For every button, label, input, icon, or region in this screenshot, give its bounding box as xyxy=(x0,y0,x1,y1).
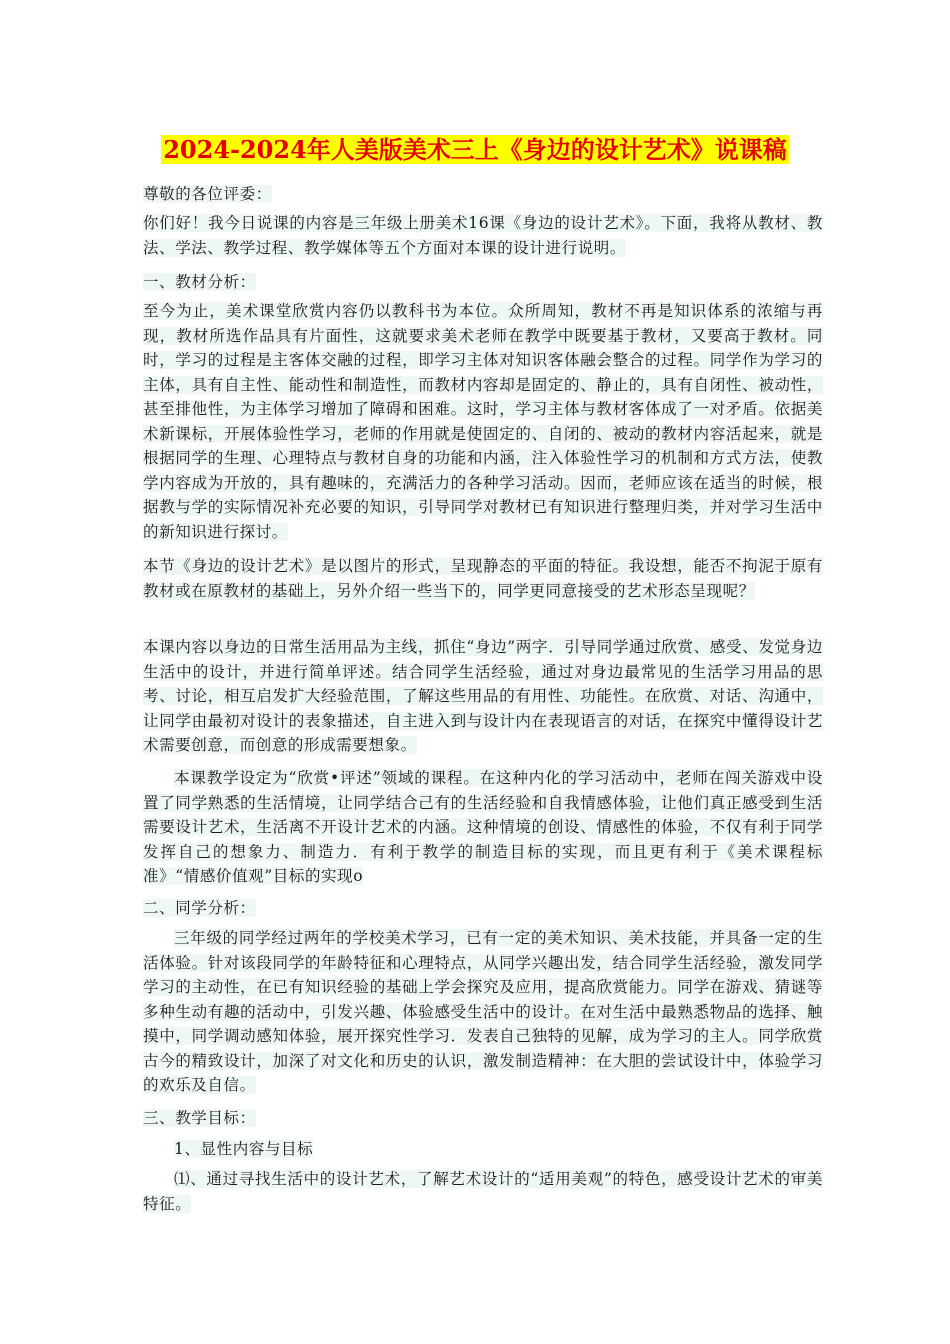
lesson-setting-paragraph: 本课教学设定为“欣赏•评述”领域的课程。在这种内化的学习活动中，老师在闯关游戏中设置了同学熟悉的生活情境，让同学结合己有的生活经验和自我情感体验，让他们真正感受到生活需要设计艺术，生活离不开设计艺术的内涵。这种情境的创设、情感性的体验，不仅有利于同学发挥自己的想象力、制造力．有利于教学的制造目标的实现，而且更有利于《美术课程标准》“情感价值观”目标的实现o xyxy=(143,769,823,885)
goal-item-1: ⑴、通过寻找生活中的设计艺术，了解艺术设计的“适用美观”的特色，感受设计艺术的审美特征。 xyxy=(143,1170,823,1213)
student-analysis-paragraph: 三年级的同学经过两年的学校美术学习，已有一定的美术知识、美术技能，并具备一定的生活体验。针对该段同学的年龄特征和心理特点，从同学兴趣出发，结合同学生活经验，激发同学学习的主动性，在已有知识经验的基础上学会探究及应用，提高欣赏能力。同学在游戏、猜谜等多种生动有趣的活动中，引发兴趣、体验感受生活中的设计。在对生活中最熟悉物品的选择、触摸中，同学调动感知体验，展开探究性学习．发表自己独特的见解，成为学习的主人。同学欣赏古今的精致设计，加深了对文化和历史的认识，激发制造精神：在大胆的尝试设计中，体验学习的欢乐及自信。 xyxy=(143,929,823,1094)
heading-teaching-goals: 三、教学目标： xyxy=(143,1109,256,1127)
intro-paragraph: 你们好！我今日说课的内容是三年级上册美术16课《身边的设计艺术》。下面，我将从教材、教法、学法、教学过程、教学媒体等五个方面对本课的设计进行说明。 xyxy=(143,214,823,257)
material-analysis-paragraph: 至今为止，美术课堂欣赏内容仍以教科书为本位。众所周知，教材不再是知识体系的浓缩与再现，教材所选作品具有片面性，这就要求美术老师在教学中既要基于教材，又要高于教材。同时，学习的过程是主客体交融的过程，即学习主体对知识客体融会整合的过程。同学作为学习的主体，具有自主性、能动性和制造性，而教材内容却是固定的、静止的，具有自闭性、被动性，甚至排他性，为主体学习增加了障碍和困难。这时，学习主体与教材客体成了一对矛盾。依据美术新课标，开展体验性学习，老师的作用就是使固定的、自闭的、被动的教材内容活起来，就是根据同学的生理、心理特点与教材自身的功能和内涵，注入体验性学习的机制和方式方法，使教学内容成为开放的，具有趣味的，充满活力的各种学习活动。因而，老师应该在适当的时候，根据教与学的实际情况补充必要的知识，引导同学对教材已有知识进行整理归类，并对学习生活中的新知识进行探讨。 xyxy=(143,302,823,541)
goal-subheading: 1、显性内容与目标 xyxy=(174,1140,314,1158)
lesson-content-paragraph: 本课内容以身边的日常生活用品为主线，抓住“身边”两字．引导同学通过欣赏、感受、发觉身边生活中的设计，并进行简单评述。结合同学生活经验，通过对身边最常见的生活学习用品的思考、讨论，相互启发扩大经验范围，了解这些用品的有用性、功能性。在欣赏、对话、沟通中，让同学由最初对设计的表象描述，自主进入到与设计内在表现语言的对话，在探究中懂得设计艺术需要创意，而创意的形成需要想象。 xyxy=(143,638,823,754)
salutation: 尊敬的各位评委： xyxy=(143,185,272,203)
lesson-idea-paragraph: 本节《身边的设计艺术》是以图片的形式，呈现静态的平面的特征。我设想，能否不拘泥于原有教材或在原教材的基础上，另外介绍一些当下的，同学更同意接受的艺术形态呈现呢？ xyxy=(143,557,823,600)
document-title xyxy=(0,134,950,166)
heading-material-analysis: 一、教材分析： xyxy=(143,273,256,291)
title-text: 2024-2024年人美版美术三上《身边的设计艺术》说课稿 xyxy=(163,135,787,164)
heading-student-analysis: 二、同学分析： xyxy=(143,899,256,917)
